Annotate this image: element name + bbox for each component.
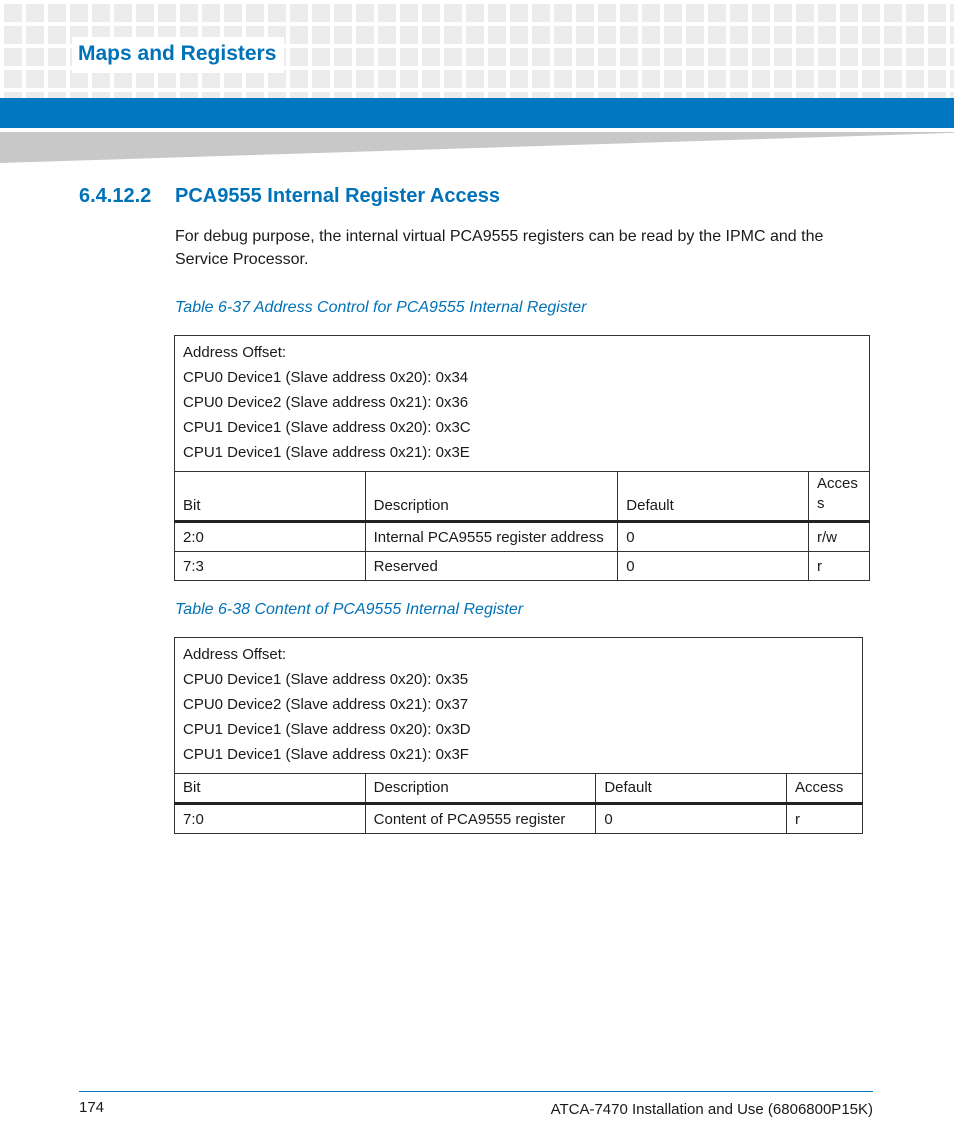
column-header-access: Acces s — [808, 472, 869, 522]
address-offset-cell — [175, 638, 863, 774]
cell-default: 0 — [596, 804, 787, 834]
column-header-default: Default — [618, 472, 809, 522]
section-number: 6.4.12.2 — [79, 185, 152, 207]
cell-default: 0 — [618, 552, 809, 581]
offset-line: CPU0 Device2 (Slave address 0x21): 0x36 — [183, 394, 469, 411]
column-header-bit: Bit — [175, 774, 366, 804]
offset-line: CPU0 Device1 (Slave address 0x20): 0x34 — [183, 369, 469, 386]
offset-line: CPU0 Device1 (Slave address 0x20): 0x35 — [183, 671, 469, 688]
cell-bit: 2:0 — [175, 522, 366, 552]
cell-access: r — [808, 552, 869, 581]
table-row — [175, 522, 870, 552]
table-row — [175, 552, 870, 581]
document-title: ATCA-7470 Installation and Use (6806800P15K) — [550, 1101, 873, 1118]
page-number: 174 — [79, 1099, 105, 1116]
header-blue-bar — [0, 98, 954, 128]
chapter-title: Maps and Registers — [72, 37, 284, 73]
table-caption-6-38: Table 6-38 Content of PCA9555 Internal Register — [175, 601, 524, 618]
register-table-6-37 — [174, 335, 870, 581]
header-grey-wedge — [0, 132, 954, 163]
column-header-description: Description — [365, 472, 618, 522]
offset-line: CPU0 Device2 (Slave address 0x21): 0x37 — [183, 696, 469, 713]
cell-bit: 7:3 — [175, 552, 366, 581]
cell-access: r/w — [808, 522, 869, 552]
cell-description: Reserved — [365, 552, 618, 581]
footer-rule — [79, 1091, 873, 1092]
cell-access: r — [787, 804, 863, 834]
table-row — [175, 804, 863, 834]
cell-bit: 7:0 — [175, 804, 366, 834]
offset-line: CPU1 Device1 (Slave address 0x20): 0x3D — [183, 721, 471, 738]
column-header-bit: Bit — [175, 472, 366, 522]
register-table-6-38 — [174, 637, 863, 834]
column-header-default: Default — [596, 774, 787, 804]
offset-line: Address Offset: — [183, 646, 287, 663]
cell-description: Content of PCA9555 register — [365, 804, 596, 834]
offset-line: CPU1 Device1 (Slave address 0x21): 0x3F — [183, 746, 469, 763]
address-offset-cell — [175, 336, 870, 472]
section-heading — [79, 183, 500, 209]
cell-description: Internal PCA9555 register address — [365, 522, 618, 552]
offset-line: CPU1 Device1 (Slave address 0x20): 0x3C — [183, 419, 471, 436]
section-title: PCA9555 Internal Register Access — [175, 185, 500, 207]
table-caption-6-37: Table 6-37 Address Control for PCA9555 Internal Register — [175, 299, 587, 316]
column-header-access: Access — [787, 774, 863, 804]
intro-paragraph: For debug purpose, the internal virtual PCA9555 registers can be read by the IPMC and the Service Processor. — [175, 228, 824, 268]
offset-line: Address Offset: — [183, 344, 287, 361]
column-header-description: Description — [365, 774, 596, 804]
offset-line: CPU1 Device1 (Slave address 0x21): 0x3E — [183, 444, 470, 461]
cell-default: 0 — [618, 522, 809, 552]
